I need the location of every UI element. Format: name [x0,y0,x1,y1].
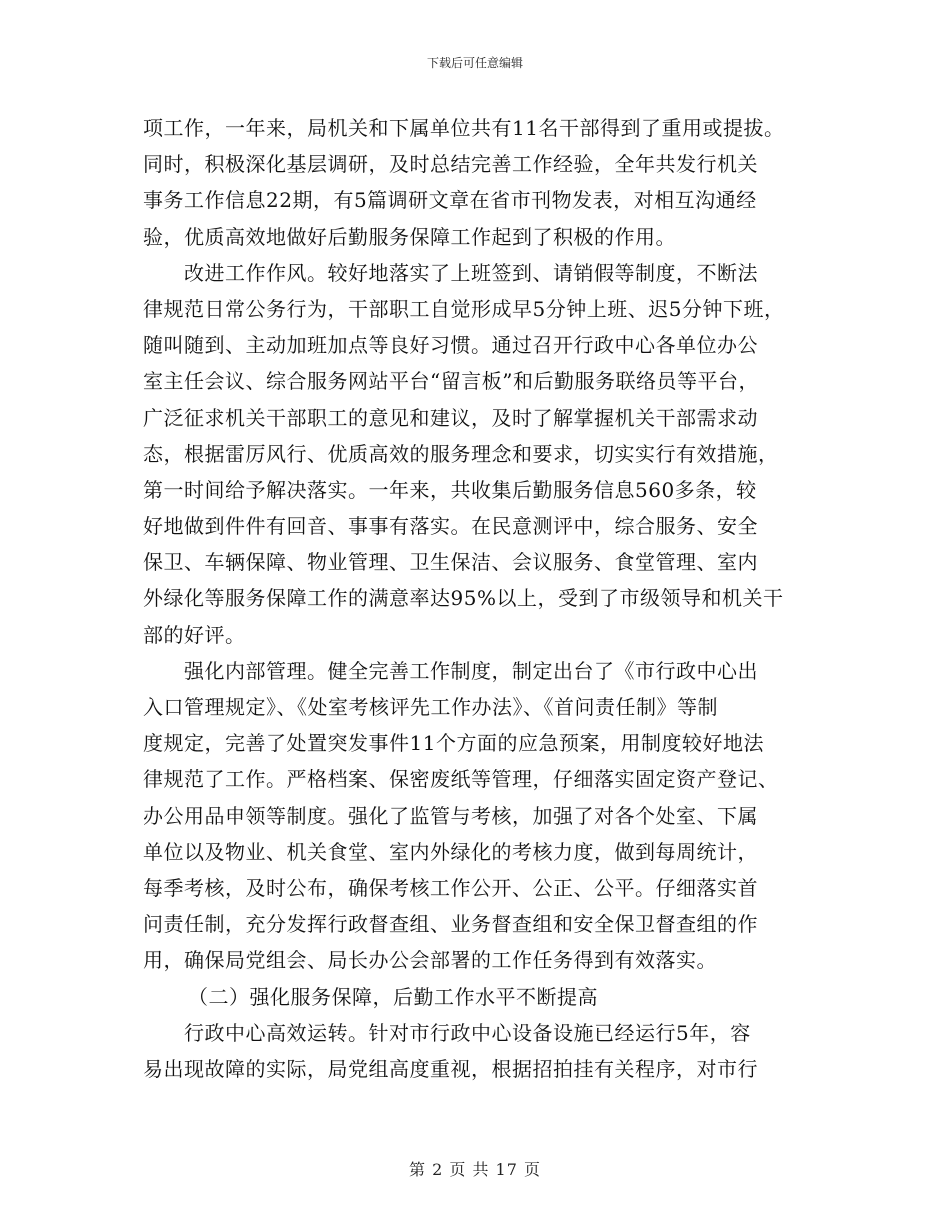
text-line: 律规范日常公务行为，干部职工自觉形成早5分钟上班、迟5分钟下班， [143,296,785,321]
text-line: 事务工作信息22期，有5篇调研文章在省市刊物发表，对相互沟通经 [143,188,757,213]
text-line: 第一时间给予解决落实。一年来，共收集后勤服务信息560多条，较 [143,477,757,502]
text-line: 验，优质高效地做好后勤服务保障工作起到了积极的作用。 [143,224,676,249]
text-line: 每季考核，及时公布，确保考核工作公开、公正、公平。仔细落实首 [143,875,758,900]
text-line: 外绿化等服务保障工作的满意率达95%以上，受到了市级领导和机关干 [143,586,784,611]
text-line: 度规定，完善了处置突发事件11个方面的应急预案，用制度较好地法 [143,731,764,756]
text-line: 办公用品申领等制度。强化了监管与考核，加强了对各个处室、下属 [143,803,758,828]
text-line: 部的好评。 [143,622,246,647]
text-line: 室主任会议、综合服务网站平台“留言板”和后勤服务联络员等平台， [143,369,759,394]
page-number: 第 2 页 共 17 页 [409,1160,541,1179]
text-line: 律规范了工作。严格档案、保密废纸等管理，仔细落实固定资产登记、 [143,767,779,792]
text-line: 随叫随到、主动加班加点等良好习惯。通过召开行政中心各单位办公 [143,333,758,358]
text-line: 用，确保局党组会、局长办公会部署的工作任务得到有效落实。 [143,948,717,973]
page-header-note: 下载后可任意编辑 [426,56,523,70]
text-line: 项工作，一年来，局机关和下属单位共有11名干部得到了重用或提拔。 [143,116,785,140]
text-line: 好地做到件件有回音、事事有落实。在民意测评中，综合服务、安全 [143,514,758,539]
text-line: 入口管理规定》、《处室考核评先工作办法》、《首问责任制》等制 [143,695,718,719]
text-line: 态，根据雷厉风行、优质高效的服务理念和要求，切实实行有效措施， [143,441,779,466]
document-body [143,110,833,1087]
paragraph-start-line: 行政中心高效运转。针对市行政中心设备设施已经运行5年，容 [184,1020,751,1045]
text-line: 同时，积极深化基层调研，及时总结完善工作经验，全年共发行机关 [143,152,758,177]
paragraph-start-line: 强化内部管理。健全完善工作制度，制定出台了《市行政中心出 [184,658,758,683]
text-line: 易出现故障的实际，局党组高度重视，根据招拍挂有关程序，对市行 [143,1056,758,1081]
text-line: 广泛征求机关干部职工的意见和建议，及时了解掌握机关干部需求动 [143,405,758,430]
section-heading: （二）强化服务保障，后勤工作水平不断提高 [188,984,598,1009]
text-line: 保卫、车辆保障、物业管理、卫生保洁、会议服务、食堂管理、室内 [143,550,758,575]
text-line: 问责任制，充分发挥行政督查组、业务督查组和安全保卫督查组的作 [143,912,758,937]
paragraph-start-line: 改进工作作风。较好地落实了上班签到、请销假等制度，不断法 [184,260,758,285]
text-line: 单位以及物业、机关食堂、室内外绿化的考核力度，做到每周统计， [143,839,758,864]
